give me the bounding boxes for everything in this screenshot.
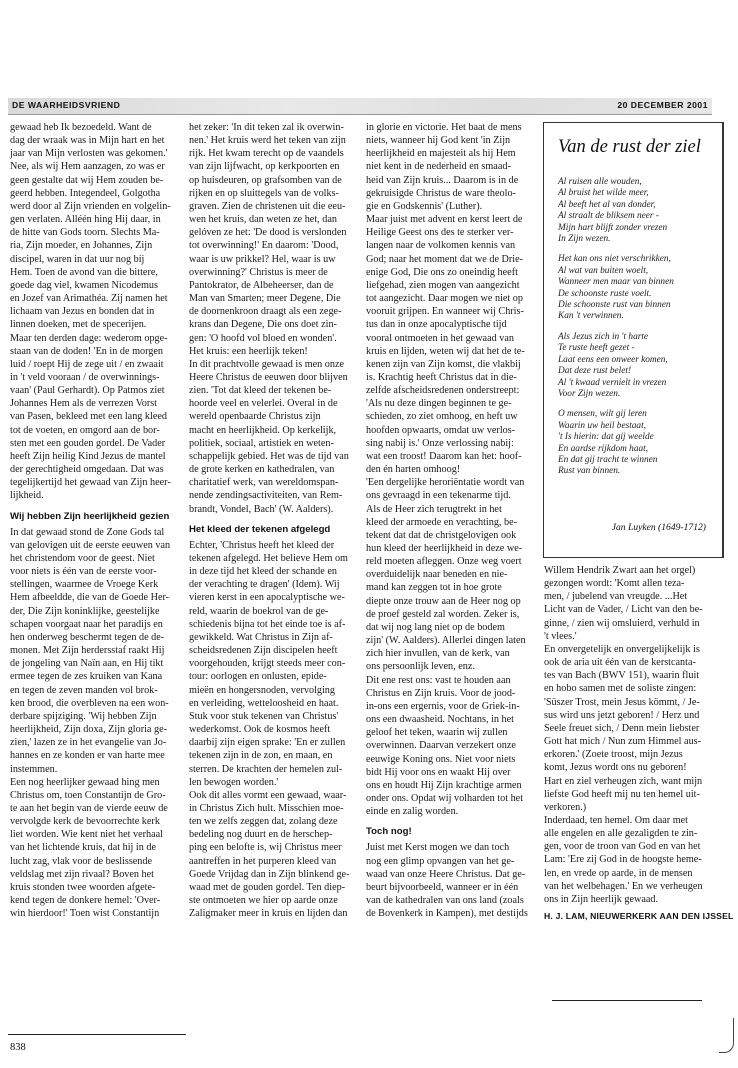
article-paragraph: Juist met Kerst mogen we dan toch nog een glimp opvangen van het ge- waad van onze Heere Christus. Dat ge- beurt bijvoorbeeld, wanneer er in één van de kathedralen van ons land (zoals de Bovenkerk in Kampen), met destijds: [366, 842, 528, 920]
issue-date: 20 DECEMBER 2001: [617, 100, 708, 110]
poem-title: Van de rust der ziel: [558, 137, 701, 157]
publication-name: DE WAARHEIDSVRIEND: [12, 100, 121, 110]
article-column-2: [189, 121, 359, 920]
footer-rule: [8, 1034, 186, 1035]
article-paragraph: Echter, 'Christus heeft het kleed der tekenen afgelegd. Het believe Hem om in deze tijd het kleed der schande en der verachting te dragen' (Idem). Wij vieren kerst in een apocalyptische we- reld, waarin de boekrol van de ge- schiedenis bijna tot het einde toe is af- gewikkeld. Wat Christus in Zijn af- scheidsredenen Zijn discipelen heeft voorgehouden, krijgt steeds meer con- tour: oorlogen en onlusten, epide- mieën en hongersnoden, vervolging en verleiding, wetteloosheid en haat. Stuk voor stuk tekenen van Christus' wederkomst. Ook de kosmos heeft daarbij zijn eigen sprake: 'En er zullen tekenen zijn in de zon, en maan, en sterren. De krachten der hemelen zul- len bewogen worden.' Ook dit alles vormt een gewaad, waar- in Christus Zich hult. Misschien moe- ten we zelfs zeggen dat, zolang deze bedeling nog duurt en de herschep- ping een belofte is, wij Christus meer aantreffen in het purperen kleed van Goede Vrijdag dan in Zijn blinkend ge- waad met de gouden gordel. Ten diep- ste ontmoeten we hier op aarde onze Zaligmaker meer in kruis en lijden dan: [189, 539, 350, 920]
author-signature: H. J. LAM, NIEUWERKERK AAN DEN IJSSEL: [544, 911, 734, 922]
poem-body: [558, 177, 718, 487]
article-column-1: [10, 121, 185, 920]
article-column-3: [366, 121, 538, 920]
running-header: [8, 98, 712, 115]
section-heading: Toch nog!: [366, 826, 412, 838]
page-number: 838: [10, 1042, 26, 1053]
section-heading: Het kleed der tekenen afgelegd: [189, 523, 331, 535]
page-corner: [719, 1018, 734, 1053]
poem-stanza: Als Jezus zich in 't harte Te ruste heeft gezet - Laat eens een onweer komen, Dat deze rust belet! Al 't kwaad vernielt in vrezen Voor Zijn wezen.: [558, 331, 668, 399]
poem-stanza: Het kan ons niet verschrikken, Al wat van buiten woelt, Wanneer men maar van binnen De schoonste ruste voelt. Die schoonste rust van binnen Kan 't verwinnen.: [558, 254, 674, 322]
article-paragraph: Willem Hendrik Zwart aan het orgel) gezongen wordt: 'Komt allen teza- men, / jubelend van vreugde. ...Het Licht van de Vader, / Licht van den be- ginne, / zien wij omsluierd, verhuld in 't vlees.' En onvergetelijk en onvergelijkelijk is ook de aria uit één van de kerstcanta- tes van Bach (BWV 151), waarin fluit en hobo samen met de soliste zingen: 'Süszer Trost, mein Jesus kömmt, / Je- sus wird uns jetzt geboren! / Herz und Seele freuet sich, / Denn mein liebster Gott hat mich / Nun zum Himmel aus- erkoren.' (Zoete troost, mijn Jezus komt, Jezus wordt ons nu geboren! Hart en ziel verheugen zich, want mijn liefste God heeft mij nu ten hemel uit- verkoren.) Inderdaad, ten hemel. Om daar met alle engelen en alle gezaligden te zin- gen, voor de troon van God en van het Lam: 'Ere zij God in de hoogste heme- len, en vrede op aarde, in de mensen van het welbehagen.' En we verheugen ons in Zijn heerlijk gewaad.: [544, 565, 703, 905]
article-paragraph: In dat gewaad stond de Zone Gods tal van gelovigen uit de eerste eeuwen van het christendom voor de geest. Niet voor niets is één van de eerste voor- stellingen, waarmee de Vroege Kerk Hem afbeeldde, die van de Goede Her- der, Die Zijn koninklijke, geestelijke schapen voorgaat naar het paradijs en hen onderweg beschermt tegen de de- monen. Met Zijn herdersstaf raakt Hij de jongeling van Naïn aan, en Hij tikt ermee tegen de zes kruiken van Kana en tegen de zeven manden vol brok- ken brood, die overbleven na een won- derbare spijziging. 'Wij hebben Zijn heerlijkheid, Zijn doxa, Zijn gloria ge- zien,' lazen ze in het evangelie van Jo- hannes en ze konden er van harte mee instemmen. Een nog heerlijker gewaad hing men Christus om, toen Constantijn de Gro- te aan het begin van de vierde eeuw de vervolgde kerk de bevoorrechte kerk liet worden. Wie kent niet het verhaal van het lichtende kruis, dat hij in de lucht zag, vlak voor de beslissende veldslag met zijn rivaal? Boven het kruis stonden twee woorden afgete- kend tegen de donkere hemel: 'Over- win hierdoor!' Toen wist Constantijn: [10, 526, 171, 920]
poem-stanza: Al ruisen alle wouden, Al bruist het wilde meer, Al beeft het al van donder, Al straalt de bliksem neer - Mijn hart blijft zonder vrezen In Zijn wezen.: [558, 177, 668, 245]
end-rule: [552, 1000, 702, 1001]
article-paragraph: in glorie en victorie. Het baat de mens niets, wanneer hij God kent 'in Zijn heerlijkheid en majesteit als hij Hem niet kent in de nederheid en smaad- heid van Zijn kruis... Daarom is in de gekruisigde Christus de ware theolo- gie en Godskennis' (Luther). Maar juist met advent en kerst leert de Heilige Geest ons des te sterker ver- langen naar de volkomen kennis van God; naar het moment dat we de Drie- enige God, Die ons zo oneindig heeft liefgehad, zien mogen van aangezicht tot aangezicht. Daar mogen we niet op vooruit grijpen. En wanneer wij Chris- tus dan in onze apocalyptische tijd vooral ontmoeten in het gewaad van kruis en lijden, weten wij dat het de te- kenen zijn van Zijn komst, die vlakbij is. Krachtig heeft Christus dat in die- zelfde afscheidsredenen onderstreept: 'Als nu deze dingen beginnen te ge- schieden, zo ziet omhoog, en heft uw hoofden opwaarts, omdat uw verlos- sing nabij is.' Onze verlossing nabij: wat een troost! Daarom kan het: hoof- den én harten omhoog! 'Een dergelijke heroriëntatie wordt van ons gevraagd in een tekenarme tijd. Als de Heer zich terugtrekt in het kleed der armoede en verachting, be- tekent dat dat de christgelovigen ook hun kleed der heerlijkheid in deze we- reld moeten afleggen. Onze weg voert overduidelijk naar beneden en nie- mand kan zeggen tot in hoe grote diepte onze trouw aan de Heer nog op de proef gesteld zal worden. Zeker is, dat wij nog lang niet op de bodem zijn' (W. Aalders). Allerlei dingen laten zich hier invullen, van de kerk, van ons persoonlijk leven, enz. Dit ene rest ons: vast te houden aan Christus en Zijn kruis. Voor de jood- in-ons een ergernis, voor de Griek-in- ons een dwaasheid. Nochtans, in het geloof het teken, waarin wij zullen overwinnen. Daarvan verzekert onze eeuwige Koning ons. Niet voor niets bidt Hij voor ons en waakt Hij over ons en houdt Hij Zijn krachtige armen onder ons. Opdat wij volharden tot het einde en zalig worden.: [366, 122, 526, 818]
article-paragraph: het zeker: 'In dit teken zal ik overwin- nen.' Het kruis werd het teken van zijn rijk. Het kwam terecht op de vaandels van zijn lijfwacht, op kerkpoorten en op huisdeuren, op grafsomben van de rijken en op sluittegels van de volks- graven. Zien de christenen uit die eeu- wen het kruis, dan weten ze het, dan gelóven ze het: 'De dood is verslonden tot overwinning!' En daarom: 'Dood, waar is uw prikkel? Hel, waar is uw overwinning?' Christus is meer de Pantokrator, de Albeheerser, dan de Man van Smarten; meer Degene, Die de doornenkroon draagt als een zege- krans dan Degene, Die ons doet zin- gen: 'O hoofd vol bloed en wonden'. Het kruis: een heerlijk teken! In dit prachtvolle gewaad is men onze Heere Christus de eeuwen door blijven zien. 'Tot dat kleed der tekenen be- hoorde veel en velerlei. Overal in de wereld openbaarde Christus zijn macht en heerlijkheid. Op kerkelijk, politiek, sociaal, artistiek en weten- schappelijk gebied. Het was de tijd van de grote kerken en kathedralen, van charitatief werk, van wereldomspan- nende zendingsactiviteiten, van Rem- brandt, Vondel, Bach' (W. Aalders).: [189, 122, 349, 515]
poem-author: Jan Luyken (1649-1712): [611, 522, 706, 533]
article-column-4: [544, 564, 734, 923]
poem-box: [543, 122, 724, 558]
section-heading: Wij hebben Zijn heerlijkheid gezien: [10, 510, 170, 522]
poem-stanza: O mensen, wilt gij leren Waarin uw heil bestaat, 't Is hierin: dat gij weelde En aardse rijkdom haat, En dat gij tracht te winnen Rust van binnen.: [558, 409, 658, 477]
article-paragraph: gewaad heb Ik bezoedeld. Want de dag der wraak was in Mijn hart en het jaar van Mijn verlosten was gekomen.' Nee, als wij Hem aanzagen, zo was er geen gestalte dat wij Hem zouden be- geerd hebben. Integendeel, Golgotha werd door al Zijn vrienden en volgelin- gen verlaten. Alléén hing Hij daar, in de hitte van Gods toorn. Slechts Ma- ria, Zijn moeder, en Johannes, Zijn discipel, waren in dat uur nog bij Hem. Toen de avond van die bittere, goede dag viel, kwamen Nicodemus en Jozef van Arimathéa. Zij namen het lichaam van Jezus en bonden dat in linnen doeken, met de specerijen. Maar ten derden dage: wederom opge- staan van de doden! 'En in de morgen luid / roept Hij de zege uit / en zwaait in 't veld vooraan / de overwinnings- vaan' (Paul Gerhardt). Op Patmos ziet Johannes Hem als de verrezen Vorst van Pasen, bekleed met een lang kleed tot de voeten, en omgord aan de bor- sten met een gouden gordel. De Vader heeft Zijn heilig Kind Jezus de mantel der gerechtigheid omgedaan. Dat was tegelijkertijd het gewaad van Zijn heer- lijkheid.: [10, 122, 171, 502]
